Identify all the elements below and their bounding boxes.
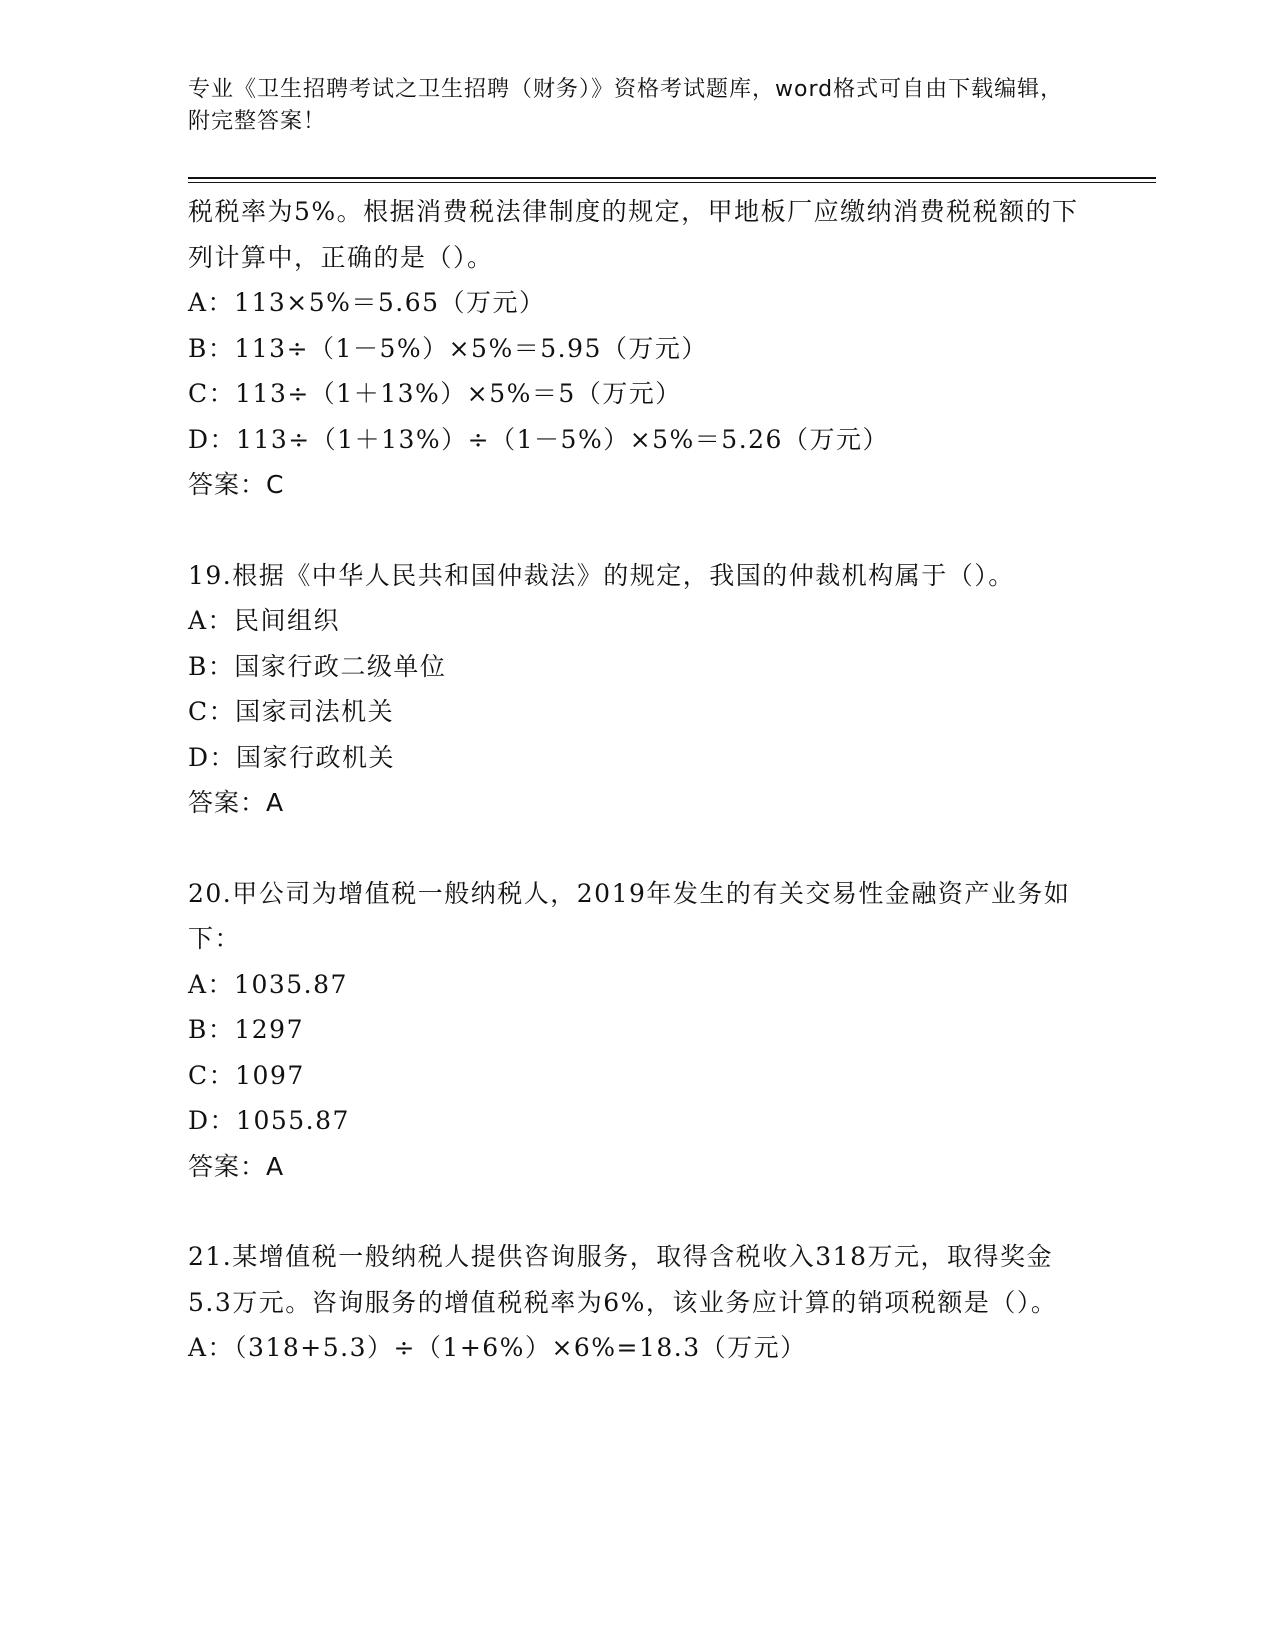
header-divider-thin — [188, 182, 1156, 183]
question-21 — [188, 1234, 1088, 1371]
option-a: A：113×5%＝5.65（万元） — [188, 288, 546, 317]
option-b: B：1297 — [188, 1015, 304, 1044]
option-a: A：1035.87 — [188, 969, 348, 999]
question-stem: 20.甲公司为增值税一般纳税人，2019年发生的有关交易性金融资产业务如下： — [188, 878, 1071, 953]
answer-line: 答案：A — [188, 1151, 285, 1181]
question-list — [188, 189, 1088, 1371]
option-b: B：113÷（1－5%）×5%＝5.95（万元） — [188, 333, 708, 363]
option-a: A：民间组织 — [188, 606, 341, 635]
document-intro: 专业《卫生招聘考试之卫生招聘（财务）》资格考试题库，word格式可自由下载编辑，附完整答案！ — [188, 77, 1064, 134]
option-d: D：国家行政机关 — [188, 742, 396, 772]
option-d: D：113÷（1＋13%）÷（1－5%）×5%＝5.26（万元） — [188, 424, 889, 454]
question-19 — [188, 553, 1088, 826]
option-c: C：113÷（1＋13%）×5%＝5（万元） — [188, 379, 682, 408]
question-stem: 19.根据《中华人民共和国仲裁法》的规定，我国的仲裁机构属于（）。 — [188, 560, 1015, 590]
question-stem: 税税率为5%。根据消费税法律制度的规定，甲地板厂应缴纳消费税税额的下列计算中，正确的是（）。 — [188, 197, 1079, 272]
header-divider-thick — [188, 177, 1156, 179]
question-18 — [188, 189, 1088, 508]
question-20 — [188, 871, 1088, 1190]
option-c: C：国家司法机关 — [188, 697, 395, 726]
answer-line: 答案：A — [188, 788, 285, 817]
option-c: C：1097 — [188, 1060, 305, 1090]
option-a: A：（318+5.3）÷（1+6%）×6%=18.3（万元） — [188, 1333, 807, 1362]
question-stem: 21.某增值税一般纳税人提供咨询服务，取得含税收入318万元，取得奖金5.3万元。咨询服务的增值税税率为6%，该业务应计算的销项税额是（）。 — [188, 1242, 1058, 1317]
option-b: B：国家行政二级单位 — [188, 651, 447, 681]
option-d: D：1055.87 — [188, 1106, 350, 1135]
answer-line: 答案：C — [188, 470, 285, 499]
